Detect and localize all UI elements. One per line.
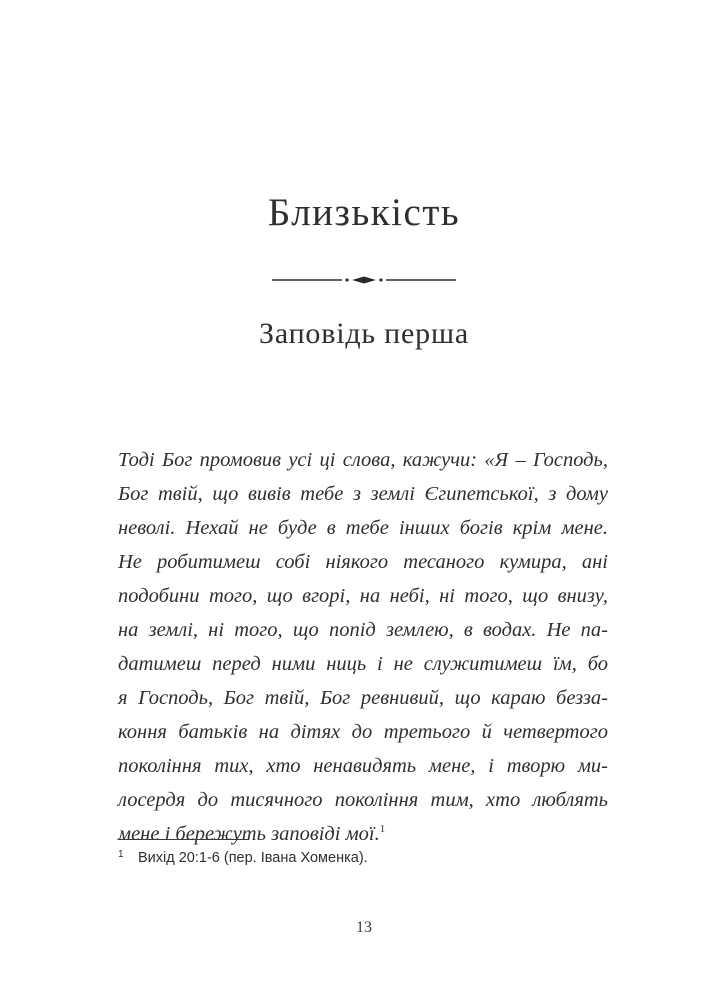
epigraph-line: неволі. Нехай не буде в тебе інших богів крім мене.	[118, 517, 608, 539]
footnote	[118, 848, 608, 868]
epigraph-line: подобини того, що вгорі, на небі, ні того, що внизу,	[118, 585, 608, 607]
epigraph-line: лосердя до тисячного покоління тим, хто люблять	[118, 789, 608, 811]
page-number: 13	[356, 919, 372, 936]
epigraph-line: Тоді Бог промовив усі ці слова, кажучи: «Я – Господь,	[118, 449, 608, 471]
epigraph-quote	[118, 443, 608, 851]
epigraph-line-text: мене і бережуть заповіді мої.	[118, 823, 380, 845]
footnote-reference[interactable]: 1	[379, 823, 386, 836]
chapter-title: Близькість	[267, 191, 461, 234]
epigraph-line: Не робитимеш собі ніякого тесаного кумира, ані	[118, 551, 608, 573]
epigraph-line: покоління тих, хто ненавидять мене, і творю ми-	[118, 755, 608, 777]
epigraph-line: коння батьків на дітях до третього й четвертого	[118, 721, 608, 743]
chapter-subtitle: Заповідь перша	[259, 317, 469, 350]
epigraph-line: Бог твій, що вивів тебе з землі Єгипетської, з дому	[118, 483, 608, 505]
footnote-text: Вихід 20:1-6 (пер. Івана Хоменка).	[138, 850, 368, 866]
footnote-separator	[118, 839, 249, 840]
epigraph-line: я Господь, Бог твій, Бог ревнивий, що караю безза-	[118, 687, 608, 709]
epigraph-line: на землі, ні того, що попід землею, в водах. Не па-	[118, 619, 608, 641]
footnote-mark: 1	[118, 849, 124, 860]
title-divider-ornament	[272, 270, 456, 290]
epigraph-last-line	[118, 817, 608, 851]
epigraph-line: датимеш перед ними ниць і не служитимеш їм, бо	[118, 653, 608, 675]
